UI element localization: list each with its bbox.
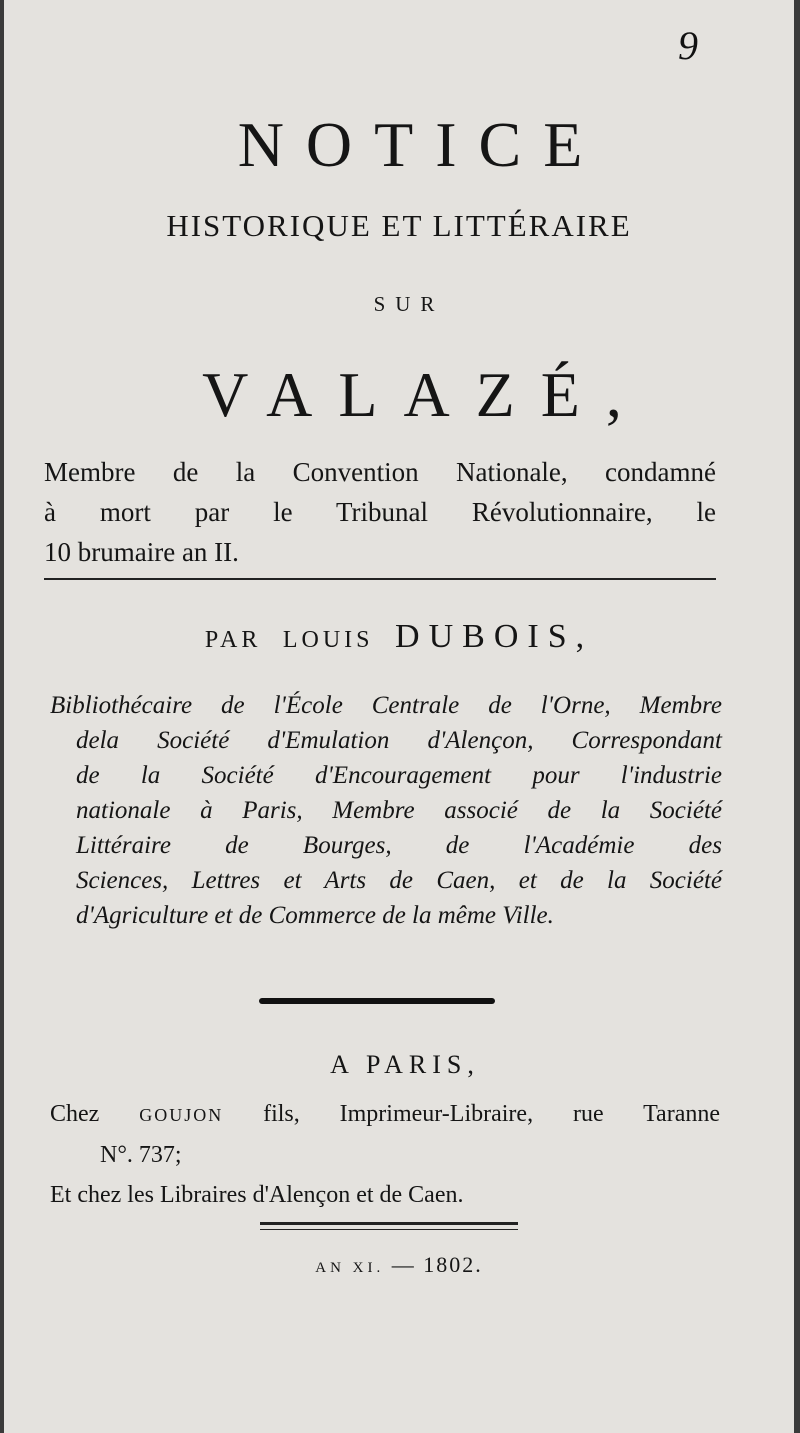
year-label: AN XI. bbox=[315, 1260, 385, 1276]
role-line: Littéraire de Bourges, de l'Académie des bbox=[76, 832, 722, 859]
imprint-line-number: N°. 737; bbox=[100, 1142, 182, 1168]
imprint-suffix: fils, Imprimeur-Libraire, rue Taranne bbox=[263, 1101, 720, 1127]
description-line: Membre de la Convention Nationale, condamné bbox=[44, 457, 716, 487]
author-roles bbox=[50, 688, 722, 933]
main-title: NOTICE bbox=[237, 109, 605, 180]
subject-description bbox=[44, 452, 716, 572]
description-line: 10 brumaire an II. bbox=[44, 537, 239, 567]
double-rule-top bbox=[260, 1222, 518, 1225]
imprint-block bbox=[50, 1094, 720, 1215]
role-line: nationale à Paris, Membre associé de la Société bbox=[76, 797, 722, 824]
role-line: Bibliothécaire de l'École Centrale de l'Orne, Membre bbox=[50, 692, 722, 719]
date-separator: — bbox=[391, 1252, 416, 1277]
role-line: d'Agriculture et de Commerce de la même Ville. bbox=[76, 902, 554, 929]
subject-name: VALAZÉ, bbox=[202, 359, 648, 430]
author-last-name: DUBOIS, bbox=[395, 618, 594, 655]
subtitle: HISTORIQUE ET LITTÉRAIRE bbox=[166, 208, 632, 243]
imprint-line-sellers: Et chez les Libraires d'Alençon et de Caen. bbox=[50, 1182, 464, 1208]
description-line: à mort par le Tribunal Révolutionnaire, le bbox=[44, 497, 716, 527]
imprint-city: A PARIS, bbox=[330, 1050, 480, 1079]
page-number: 9 bbox=[678, 23, 698, 68]
author-first-name: LOUIS bbox=[282, 627, 374, 653]
preposition: SUR bbox=[373, 292, 445, 316]
role-line: de la Société d'Encouragement pour l'industrie bbox=[76, 762, 722, 789]
imprint-prefix: Chez bbox=[50, 1101, 100, 1127]
printer-name: GOUJON bbox=[139, 1105, 224, 1125]
role-line: Sciences, Lettres et Arts de Caen, et de la Société bbox=[76, 867, 722, 894]
ornament-rule bbox=[259, 998, 495, 1004]
author-par: PAR bbox=[204, 627, 262, 653]
double-rule-bottom bbox=[260, 1229, 518, 1230]
year: 1802. bbox=[423, 1252, 483, 1277]
divider-rule bbox=[44, 578, 716, 580]
role-line: dela Société d'Emulation d'Alençon, Correspondant bbox=[76, 727, 722, 754]
author-line bbox=[4, 618, 794, 656]
publication-date bbox=[4, 1252, 794, 1278]
imprint-line-printer bbox=[50, 1094, 720, 1135]
title-page bbox=[4, 0, 794, 1433]
